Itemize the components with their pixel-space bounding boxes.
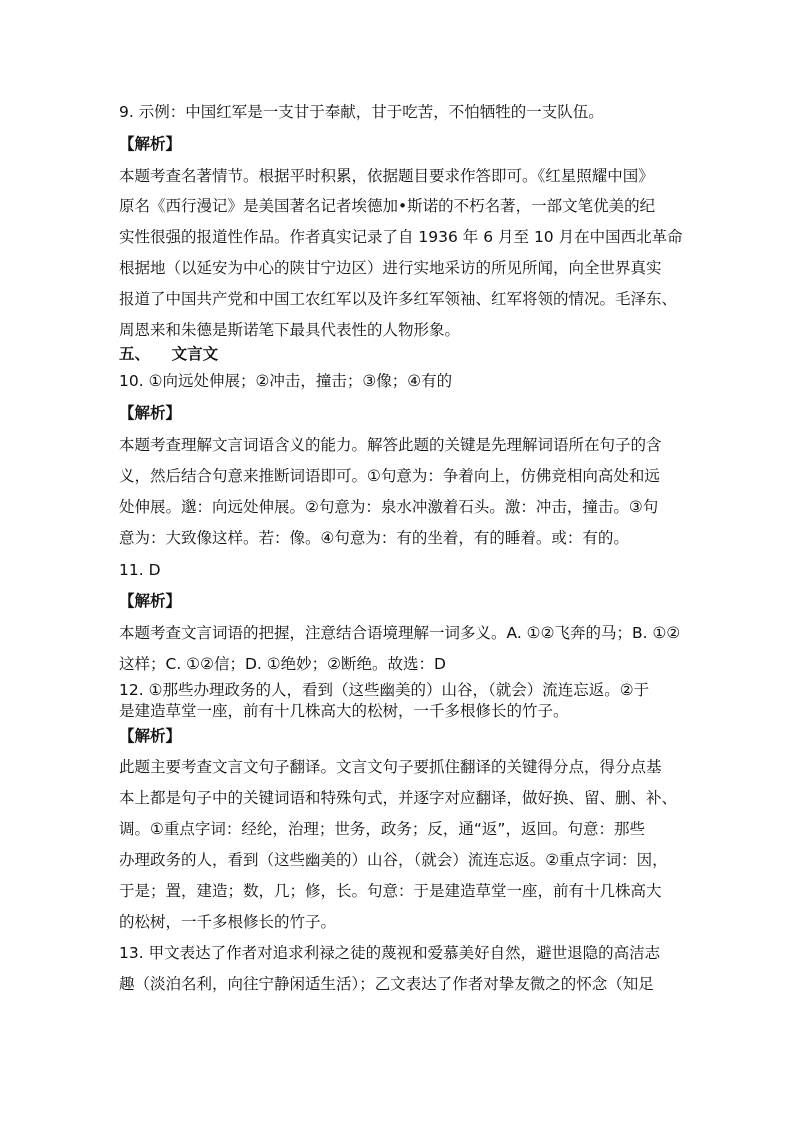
analysis-12-line-5: 于是；置，建造；数，几；修，长。句意：于是建造草堂一座，前有十几株高大 (119, 882, 662, 900)
analysis-heading-9: 【解析】 (119, 135, 182, 153)
analysis-10-line-2: 义，然后结合句意来推断词语即可。①句意为：争着向上，仿佛竞相向高处和远 (119, 467, 660, 485)
analysis-heading-11: 【解析】 (119, 592, 182, 610)
analysis-11-line-1: 本题考查文言词语的把握，注意结合语境理解一词多义。A. ①②飞奔的马；B. ①② (119, 624, 681, 642)
analysis-9-line-6: 周恩来和朱德是斯诺笔下最具代表性的人物形象。 (119, 321, 461, 339)
analysis-11-line-2: 这样；C. ①②信；D. ①绝妙；②断绝。故选：D (119, 655, 446, 673)
analysis-9-line-2: 原名《西行漫记》是美国著名记者埃德加•斯诺的不朽名著，一部文笔优美的纪 (119, 197, 656, 215)
answer-11: 11. D (119, 561, 161, 579)
answer-9: 9. 示例：中国红军是一支甘于奉献，甘于吃苦，不怕牺牲的一支队伍。 (119, 103, 604, 121)
analysis-9-line-4: 根据地（以延安为中心的陕甘宁边区）进行实地采访的所见所闻，向全世界真实 (119, 259, 662, 277)
analysis-9-line-3: 实性很强的报道性作品。作者真实记录了自 1936 年 6 月至 10 月在中国西北革命 (119, 228, 683, 246)
analysis-9-line-5: 报道了中国共产党和中国工农红军以及许多红军领袖、红军将领的情况。毛泽东、 (119, 290, 678, 308)
answer-13-line-2: 趣（淡泊名利，向往宁静闲适生活）；乙文表达了作者对挚友微之的怀念（知足 (119, 975, 654, 993)
analysis-10-line-3: 处伸展。邈：向远处伸展。②句意为：泉水冲激着石头。激：冲击，撞击。③句 (119, 498, 659, 516)
analysis-10-line-1: 本题考查理解文言词语含义的能力。解答此题的关键是先理解词语所在句子的含 (119, 436, 662, 454)
analysis-heading-10: 【解析】 (119, 404, 182, 422)
answer-12-line-2: 是建造草堂一座，前有十几株高大的松树，一千多根修长的竹子。 (119, 702, 569, 720)
analysis-heading-12: 【解析】 (119, 727, 182, 745)
analysis-12-line-4: 办理政务的人，看到（这些幽美的）山谷，（就会）流连忘返。②重点字词：因， (119, 851, 668, 869)
analysis-12-line-3: 调。①重点字词：经纶，治理；世务，政务；反，通“返”，返回。句意：那些 (119, 820, 645, 838)
analysis-12-line-2: 本上都是句子中的关键词语和特殊句式，并逐字对应翻译，做好换、留、删、补、 (119, 789, 678, 807)
section-heading-5: 五、 文言文 (119, 345, 219, 363)
analysis-9-line-1: 本题考查名著情节。根据平时积累，依据题目要求作答即可。《红星照耀中国》 (119, 167, 654, 185)
answer-10: 10. ①向远处伸展；②冲击，撞击；③像；④有的 (119, 372, 453, 390)
answer-13-line-1: 13. 甲文表达了作者对追求利禄之徒的蔑视和爱慕美好自然，避世退隐的高洁志 (119, 944, 661, 962)
answer-12-line-1: 12. ①那些办理政务的人，看到（这些幽美的）山谷，（就会）流连忘返。②于 (119, 681, 650, 699)
analysis-10-line-4: 意为：大致像这样。若：像。④句意为：有的坐着，有的睡着。或：有的。 (119, 529, 629, 547)
analysis-12-line-6: 的松树，一千多根修长的竹子。 (119, 913, 337, 931)
analysis-12-line-1: 此题主要考查文言文句子翻译。文言文句子要抓住翻译的关键得分点，得分点基 (119, 758, 662, 776)
